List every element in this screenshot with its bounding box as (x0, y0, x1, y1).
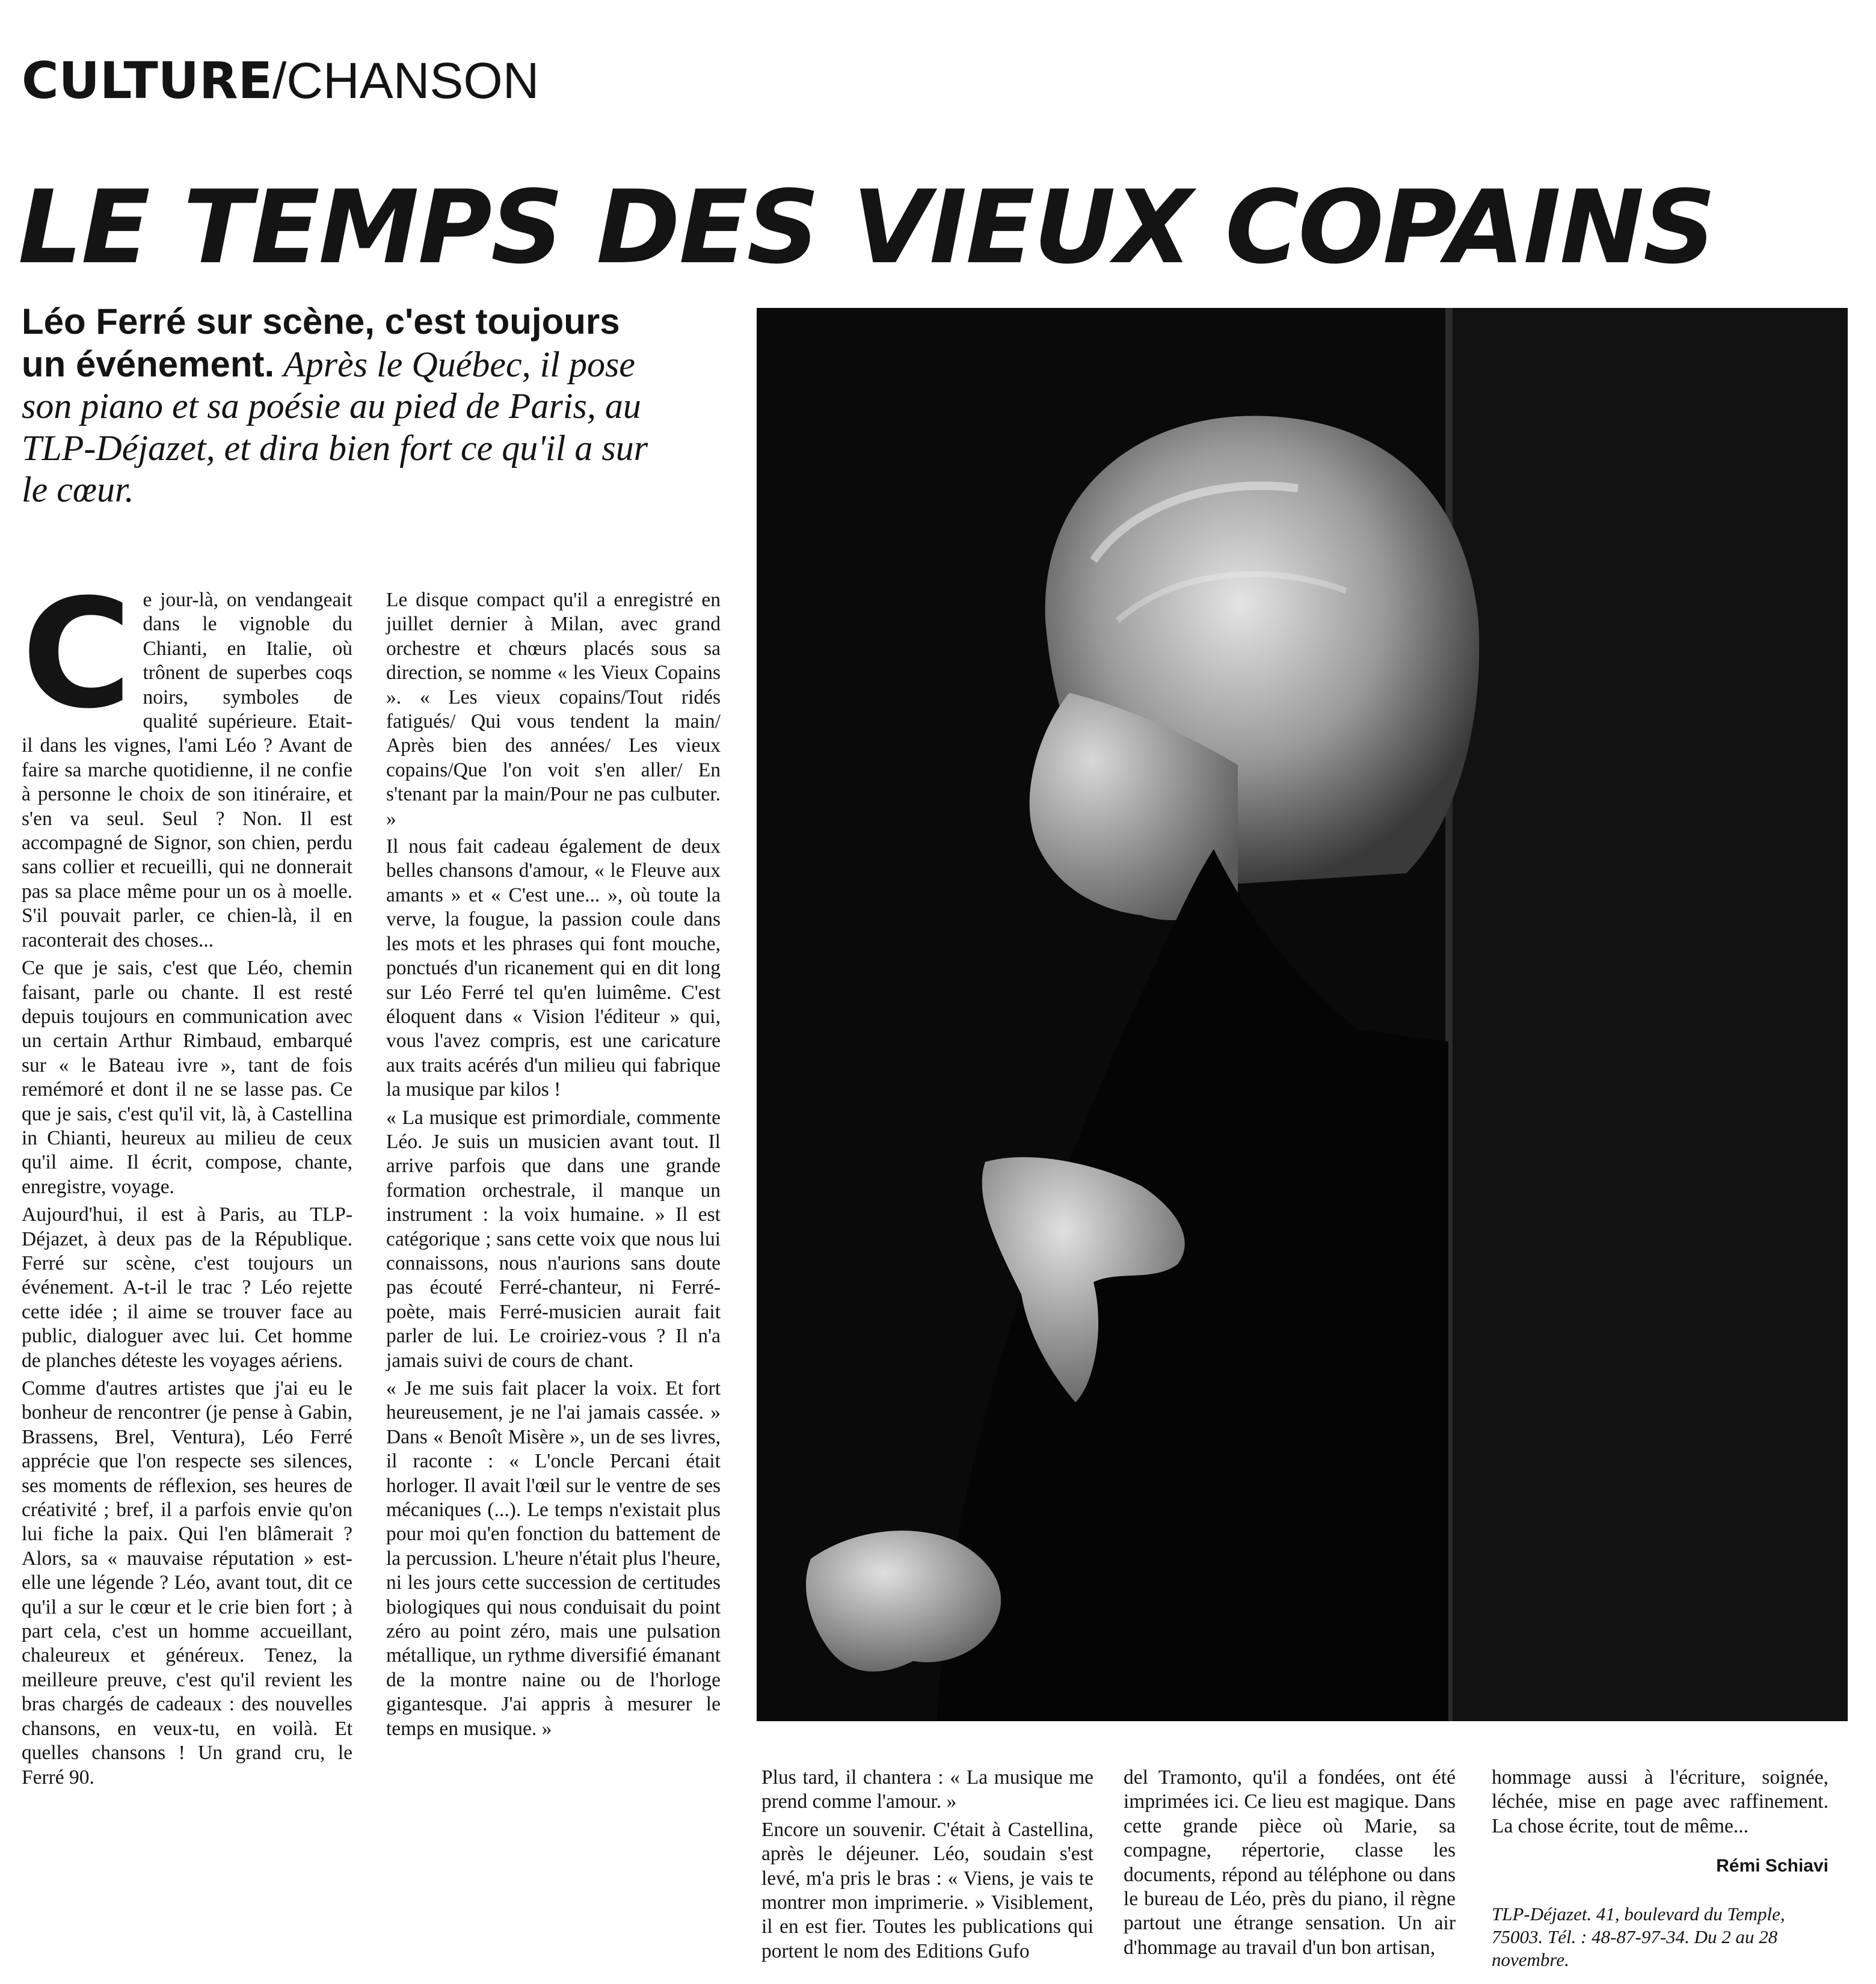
portrait-illustration (757, 308, 1848, 1721)
text-column-2 (386, 588, 721, 1745)
paragraph: Comme d'autres artistes que j'ai eu le bonheur de rencontrer (je pense à Gabin, Brassens, Brel, Ventura), Léo Ferré apprécie que l'on respecte ses silences, ses moments de réflexion, ses heures de créativité ; bref, il a parfois envie qu'on lui fiche la paix. Qui l'en blâmerait ? Alors, sa « mauvaise réputation » est-elle une légende ? Léo, avant tout, dit ce qu'il a sur le cœur et le crie bien fort ; à part cela, c'est un homme accueillant, chaleureux et généreux. Tenez, la meilleure preuve, c'est qu'il revient les bras chargés de cadeaux : des nouvelles chansons, en veux-tu, en voilà. Et quelles chansons ! Un grand cru, le Ferré 90. (22, 1377, 352, 1789)
text-column-1 (22, 567, 352, 1793)
paragraph: Plus tard, il chantera : « La musique me prend comme l'amour. » (761, 1766, 1093, 1813)
drop-cap: C (22, 567, 132, 742)
paragraph: « La musique est primordiale, commente Léo. Je suis un musicien avant tout. Il arrive parfois que dans une grande formation orchestrale, il manque un instrument : la voix humaine. » Il est catégorique ; sans cette voix que nous lui connaissons, nous n'aurions sans doute pas écouté Ferré-chanteur, ni Ferré-poète, mais Ferré-musicien aurait fait parler de lui. Le croiriez-vous ? Il n'a jamais suivi de cours de chant. (386, 1106, 721, 1372)
paragraph-text: e jour-là, on vendangeait dans le vignoble du Chianti, en Italie, où trônent de superbes coqs noirs, symboles de qualité supérieure. Etait-il dans les vignes, l'ami Léo ? Avant de faire sa marche quotidienne, il ne confie à personne le choix de son itinéraire, et s'en va seul. Seul ? Non. Il est accompagné de Signor, son chien, perdu sans collier et recueilli, qui ne donnerait pas sa place même pour un os à moelle. S'il pouvait parler, ce chien-là, il en raconterait des choses... (22, 589, 352, 951)
paragraph: Il nous fait cadeau également de deux belles chansons d'amour, « le Fleuve aux amants » et « C'est une... », où toute la verve, la fougue, la passion coule dans les mots et les phrases qui font mouche, ponctués d'un ricanement qui en dit long sur Léo Ferré tel qu'en luimême. C'est éloquent dans « Vision l'éditeur » qui, vous l'avez compris, est une caricature aux traits acérés d'un milieu qui fabrique la musique par kilos ! (386, 835, 721, 1101)
paragraph: Le disque compact qu'il a enregistré en juillet dernier à Milan, avec grand orchestre et chœurs placés sous sa direction, se nomme « les Vieux Copains ». « Les vieux copains/Tout ridés fatigués/ Qui vous tendent la main/ Après bien des années/ Les vieux copains/Que l'on voit s'en aller/ En s'tenant par la main/Pour ne pas culbuter. » (386, 589, 721, 830)
rubric-subsection: CHANSON (286, 52, 540, 109)
paragraph: hommage aussi à l'écriture, soignée, léchée, mise en page avec raffinement. La chose écrite, tout de même... (1492, 1766, 1828, 1837)
paragraph: Ce que je sais, c'est que Léo, chemin faisant, parle ou chante. Il est resté depuis toujours en communication avec un certain Arthur Rimbaud, embarqué sur « le Bateau ivre », tant de fois remémoré et dont il ne se lasse pas. Ce que je sais, c'est qu'il vit, là, à Castellina in Chianti, heureux au milieu de ceux qu'il aime. Il écrit, compose, chante, enregistre, voyage. (22, 957, 352, 1198)
text-column-4 (1124, 1766, 1456, 1964)
article-headline: LE TEMPS DES VIEUX COPAINS (18, 168, 1715, 286)
paragraph: Encore un souvenir. C'était à Castellina, après le déjeuner. Léo, soudain s'est levé, m'a pris le bras : « Viens, je vais te montrer mon imprimerie. » Visiblement, il en est fier. Toutes les publications qui portent le nom des Editions Gufo (761, 1818, 1093, 1962)
text-column-5 (1492, 1766, 1828, 1971)
paragraph: Aujourd'hui, il est à Paris, au TLP-Déjazet, à deux pas de la République. Ferré sur scène, c'est toujours un événement. A-t-il le trac ? Léo rejette cette idée ; il aime se trouver face au public, dialoguer avec lui. Cet homme de planches déteste les voyages aériens. (22, 1203, 352, 1372)
intro-rest: Après le Québec, il pose son piano et sa poésie au pied de Paris, au TLP-Déjazet, et dira bien fort ce qu'il a sur le cœur. (22, 344, 648, 510)
article-intro (22, 301, 659, 511)
paragraph (22, 567, 352, 953)
paragraph: « Je me suis fait placer la voix. Et fort heureusement, je ne l'ai jamais cassée. » Dans « Benoît Misère », un de ses livres, il raconte : « L'oncle Percani était horloger. Il avait l'œil sur le ventre de ses mécaniques (...). Le temps n'existait plus pour moi qu'en fonction du battement de la percussion. L'heure n'était plus l'heure, ni les jours cette succession de certitudes biologiques qui nous conduisait du point zéro au point zéro, mais une pulsation métallique, un rythme diversifié émanant de la montre naine ou de l'horloge gigantesque. J'ai appris à mesurer le temps en musique. » (386, 1377, 721, 1740)
paragraph: del Tramonto, qu'il a fondées, ont été imprimées ici. Ce lieu est magique. Dans cette grande pièce où Marie, sa compagne, répertorie, classe les documents, répond au téléphone ou dans le bureau de Léo, près du piano, il règne partout une étrange sensation. Un air d'hommage au travail d'un bon artisan, (1124, 1766, 1456, 1959)
text-column-3 (761, 1766, 1093, 1967)
portrait-photo (757, 308, 1848, 1721)
section-rubric (22, 51, 540, 110)
venue-info: TLP-Déjazet. 41, boulevard du Temple, 75003. Tél. : 48-87-97-34. Du 2 au 28 novembre. (1492, 1903, 1785, 1970)
rubric-separator: / (272, 52, 287, 109)
intro-lead: Léo Ferré sur scène, c'est toujours un événement. (22, 301, 620, 384)
rubric-section: CULTURE (22, 51, 273, 110)
author-signature: Rémi Schiavi (1716, 1856, 1828, 1876)
